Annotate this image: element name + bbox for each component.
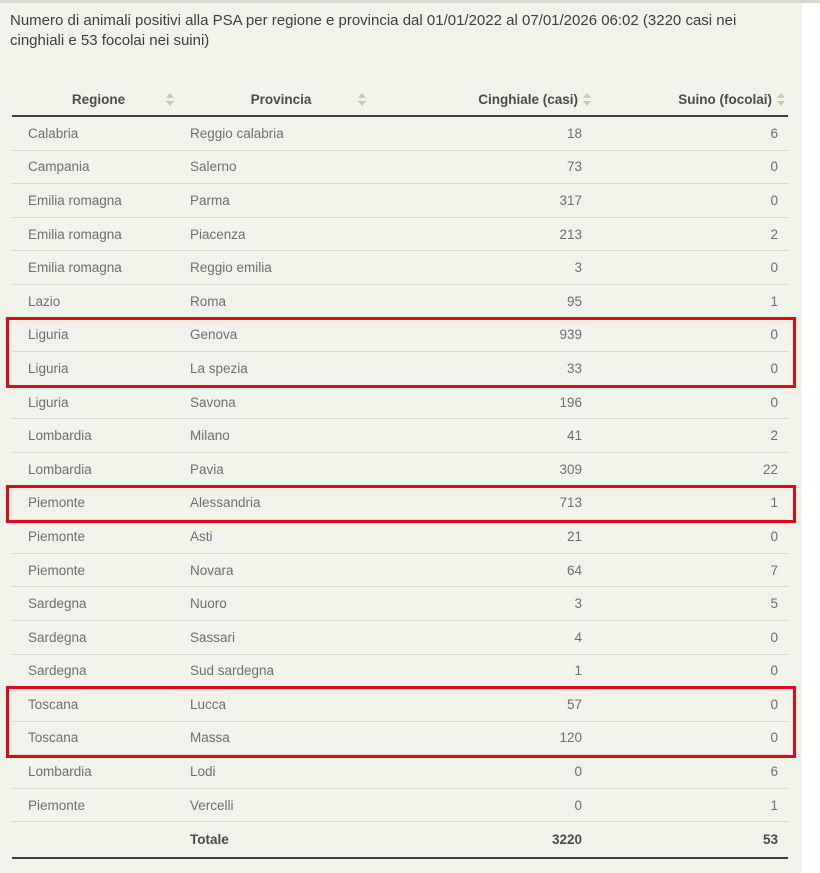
column-header-provincia[interactable] [185,84,377,115]
cell-suino: 2 [770,226,778,242]
cell-provincia: Milano [190,428,230,444]
column-header-suino[interactable] [594,84,788,115]
cell-cinghiale: 3 [574,596,582,612]
table-row [12,352,788,386]
sort-icon [166,93,175,106]
cell-regione: Liguria [28,394,69,410]
table-row [12,386,788,420]
cell-regione: Sardegna [28,629,87,645]
table-header-row [12,84,788,117]
page-title: Numero di animali positivi alla PSA per regione e provincia dal 01/01/2022 al 07/01/2026 06:02 (3220 casi nei cinghiali e 53 focolai nei suini) [10,12,737,49]
column-header-regione-label: Regione [71,92,126,107]
table-row [12,419,788,453]
total-row [12,822,788,859]
psa-table [12,84,788,859]
cell-regione: Sardegna [28,596,87,612]
cell-cinghiale: 64 [566,562,582,578]
cell-regione: Lazio [28,293,61,309]
table-row [12,453,788,487]
cell-suino: 2 [770,428,778,444]
total-label: Totale [190,832,229,848]
cell-regione: Piemonte [28,495,86,511]
cell-cinghiale: 95 [566,293,582,309]
cell-suino: 0 [770,192,778,208]
cell-cinghiale: 309 [559,461,582,477]
cell-suino: 5 [770,596,778,612]
cell-provincia: Sud sardegna [190,663,275,679]
table-row [12,151,788,185]
cell-provincia: Alessandria [190,495,261,511]
cell-regione: Calabria [28,125,79,141]
cell-suino: 0 [770,394,778,410]
cell-suino: 1 [770,293,778,309]
cell-regione: Emilia romagna [28,260,122,276]
cell-suino: 0 [770,327,778,343]
column-header-suino-label: Suino (focolai) [678,92,772,107]
cell-provincia: Roma [190,293,227,309]
table-row [12,285,788,319]
cell-cinghiale: 317 [559,192,582,208]
cell-regione: Emilia romagna [28,192,122,208]
cell-suino: 0 [770,730,778,746]
cell-suino: 0 [770,663,778,679]
cell-provincia: Pavia [190,461,224,477]
cell-provincia: Salerno [190,159,237,175]
cell-cinghiale: 196 [559,394,582,410]
cell-cinghiale: 18 [566,125,582,141]
table-row [12,621,788,655]
table-row [12,789,788,823]
cell-regione: Piemonte [28,797,86,813]
cell-regione: Lombardia [28,764,92,780]
cell-provincia: Reggio emilia [190,260,272,276]
cell-suino: 7 [770,562,778,578]
cell-cinghiale: 3 [574,260,582,276]
cell-cinghiale: 120 [559,730,582,746]
table-row [12,184,788,218]
table-row [12,117,788,151]
table-row [12,218,788,252]
column-header-cinghiale[interactable] [377,84,594,115]
cell-cinghiale: 21 [566,528,582,544]
cell-provincia: Novara [190,562,234,578]
column-header-cinghiale-label: Cinghiale (casi) [478,92,578,107]
table-row [12,554,788,588]
table-row [12,688,788,722]
cell-suino: 1 [770,797,778,813]
sort-icon [358,93,367,106]
cell-provincia: Lucca [190,696,227,712]
cell-regione: Piemonte [28,528,86,544]
sort-icon [583,93,592,106]
cell-regione: Campania [28,159,90,175]
table-row [12,319,788,353]
cell-provincia: Piacenza [190,226,246,242]
cell-provincia: Parma [190,192,230,208]
cell-cinghiale: 73 [566,159,582,175]
cell-suino: 6 [770,764,778,780]
cell-cinghiale: 33 [566,360,582,376]
table-row [12,655,788,689]
table-row [12,487,788,521]
top-border-bar [0,0,820,3]
cell-suino: 0 [770,696,778,712]
cell-cinghiale: 939 [559,327,582,343]
cell-regione: Lombardia [28,428,92,444]
total-suino: 53 [762,832,778,848]
cell-regione: Toscana [28,730,79,746]
total-cinghiale: 3220 [551,832,582,848]
table-row [12,587,788,621]
cell-suino: 6 [770,125,778,141]
cell-provincia: Asti [190,528,213,544]
cell-regione: Liguria [28,327,69,343]
cell-regione: Emilia romagna [28,226,122,242]
table-row [12,520,788,554]
cell-regione: Lombardia [28,461,92,477]
cell-suino: 0 [770,260,778,276]
cell-cinghiale: 4 [574,629,582,645]
cell-suino: 0 [770,159,778,175]
cell-cinghiale: 57 [566,696,582,712]
cell-cinghiale: 41 [566,428,582,444]
cell-regione: Piemonte [28,562,86,578]
cell-cinghiale: 713 [559,495,582,511]
cell-cinghiale: 0 [574,797,582,813]
cell-provincia: Nuoro [190,596,227,612]
cell-suino: 22 [762,461,778,477]
table-body [12,117,788,822]
cell-provincia: La spezia [190,360,248,376]
cell-provincia: Lodi [190,764,216,780]
cell-provincia: Savona [190,394,236,410]
cell-provincia: Genova [190,327,238,343]
table-row [12,722,788,756]
cell-suino: 0 [770,360,778,376]
cell-provincia: Sassari [190,629,236,645]
sort-icon [777,93,786,106]
cell-provincia: Reggio calabria [190,125,284,141]
table-row [12,251,788,285]
cell-cinghiale: 213 [559,226,582,242]
table-row [12,755,788,789]
cell-suino: 0 [770,528,778,544]
column-header-provincia-label: Provincia [250,92,312,107]
cell-suino: 0 [770,629,778,645]
cell-cinghiale: 1 [574,663,582,679]
cell-regione: Toscana [28,696,79,712]
cell-regione: Sardegna [28,663,87,679]
cell-cinghiale: 0 [574,764,582,780]
cell-regione: Liguria [28,360,69,376]
column-header-regione[interactable] [12,84,185,115]
cell-suino: 1 [770,495,778,511]
cell-provincia: Massa [190,730,230,746]
cell-provincia: Vercelli [190,797,234,813]
